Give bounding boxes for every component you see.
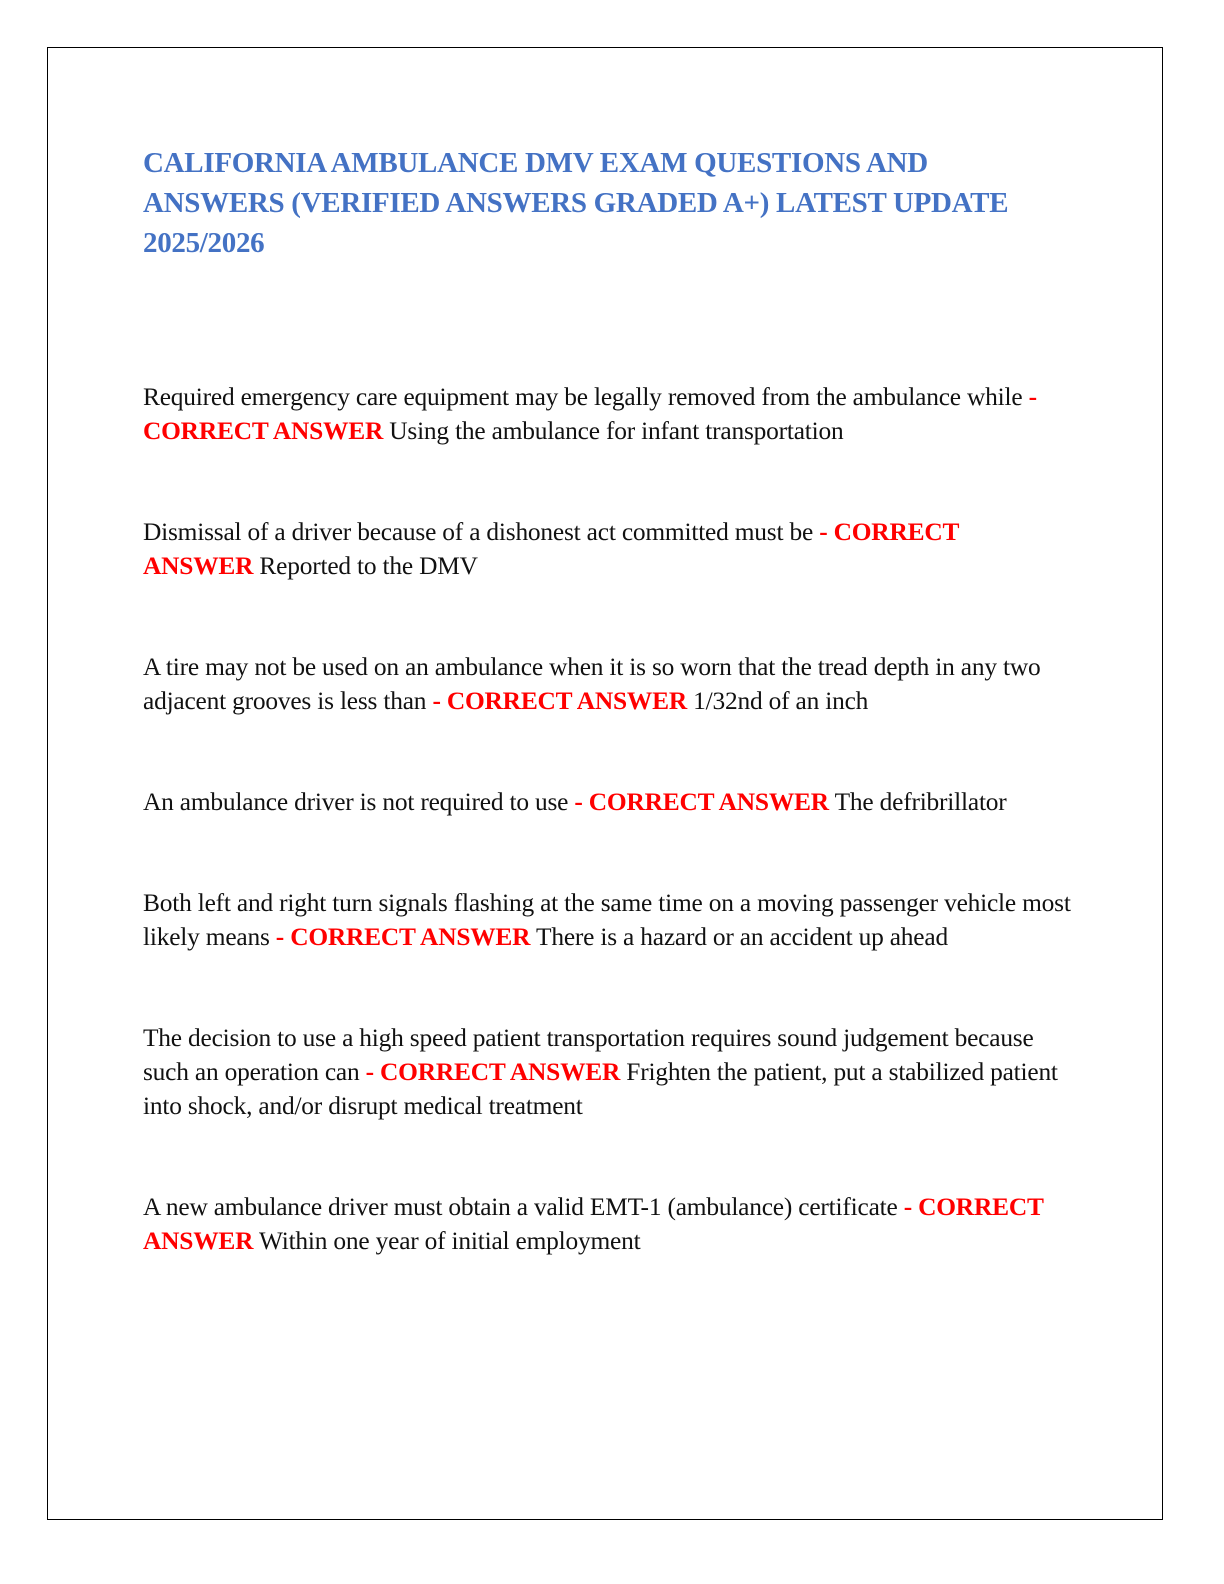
answer-text: Frighten the patient, put a stabilized patient into shock, and/or disrupt medical treatment xyxy=(143,1058,1058,1120)
correct-answer-marker: - CORRECT ANSWER xyxy=(143,383,1037,445)
question-text: Required emergency care equipment may be legally removed from the ambulance while xyxy=(143,383,1023,411)
correct-answer-marker: - CORRECT ANSWER xyxy=(432,687,687,715)
answer-text: 1/32nd of an inch xyxy=(693,687,869,715)
answer-text: Within one year of initial employment xyxy=(258,1227,641,1255)
qa-item xyxy=(143,886,1073,954)
correct-answer-marker: - CORRECT ANSWER xyxy=(275,923,531,951)
answer-text: Reported to the DMV xyxy=(259,552,478,580)
answer-text: The defribrillator xyxy=(834,788,1007,816)
correct-answer-marker: - CORRECT ANSWER xyxy=(574,788,829,816)
qa-item xyxy=(143,785,1073,819)
qa-item xyxy=(143,515,1073,583)
correct-answer-marker: - CORRECT ANSWER xyxy=(365,1058,621,1086)
question-text: A new ambulance driver must obtain a valid EMT-1 (ambulance) certificate xyxy=(143,1193,898,1221)
qa-item xyxy=(143,380,1073,448)
question-text: The decision to use a high speed patient transportation requires sound judgement because such an operation can xyxy=(143,1024,1034,1086)
document-body xyxy=(143,143,1073,1325)
correct-answer-marker: - CORRECT ANSWER xyxy=(143,1193,1044,1255)
document-title: CALIFORNIA AMBULANCE DMV EXAM QUESTIONS AND ANSWERS (VERIFIED ANSWERS GRADED A+) LATEST UPDATE 2025/2026 xyxy=(143,147,1009,259)
question-text: Dismissal of a driver because of a dishonest act committed must be xyxy=(143,518,814,546)
qa-list xyxy=(143,380,1073,1258)
correct-answer-marker: - CORRECT ANSWER xyxy=(143,518,959,580)
answer-text: Using the ambulance for infant transportation xyxy=(389,417,844,445)
qa-item xyxy=(143,1021,1073,1123)
answer-text: There is a hazard or an accident up ahead xyxy=(536,923,948,951)
question-text: A tire may not be used on an ambulance when it is so worn that the tread depth in any two adjacent grooves is less than xyxy=(143,653,1041,715)
question-text: Both left and right turn signals flashing at the same time on a moving passenger vehicle most likely means xyxy=(143,889,1071,951)
qa-item xyxy=(143,650,1073,718)
qa-item xyxy=(143,1190,1073,1258)
question-text: An ambulance driver is not required to use xyxy=(143,788,569,816)
